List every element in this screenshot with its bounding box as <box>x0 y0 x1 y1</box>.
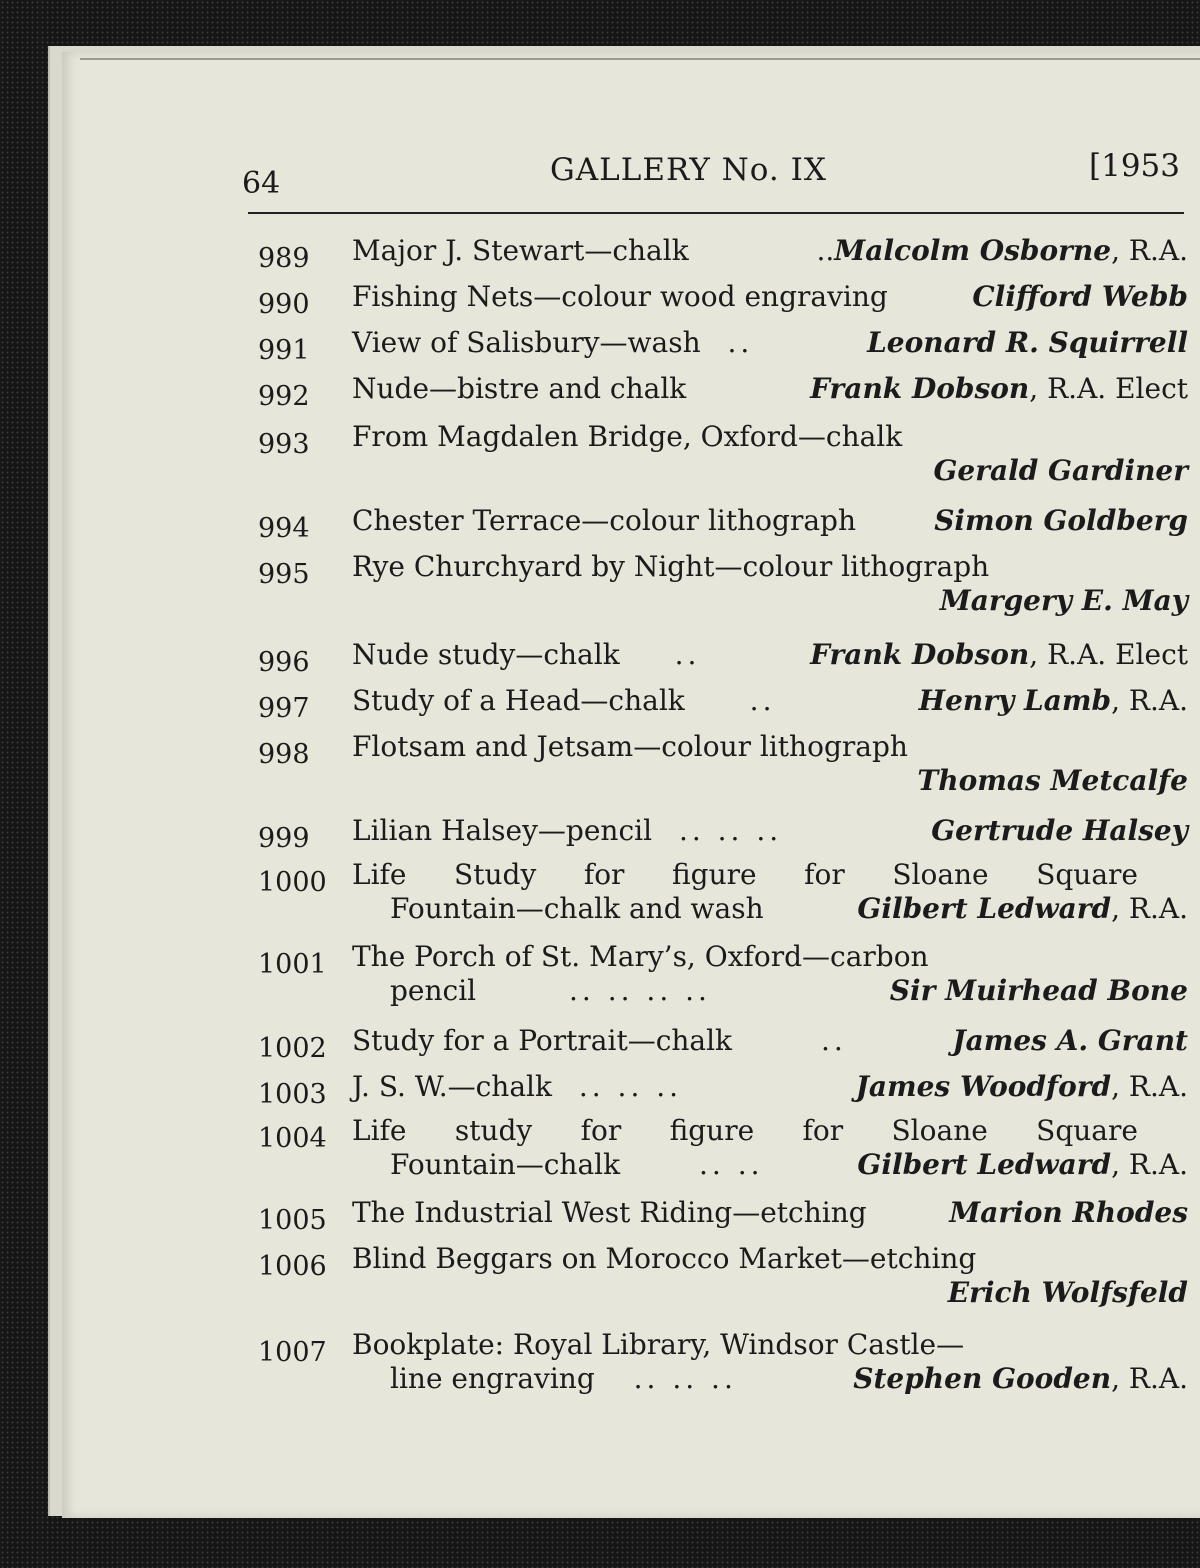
entry-title: Major J. Stewart—chalk <box>352 234 689 267</box>
artist-name: Malcolm Osborne <box>834 234 1112 267</box>
entry-number: 989 <box>258 243 310 274</box>
entry-line <box>352 942 1188 972</box>
entry-number: 1003 <box>258 1079 327 1110</box>
catalogue-entry <box>248 1330 1188 1400</box>
artist-name: James A. Grant <box>952 1024 1188 1057</box>
entry-title-cont: Fountain—chalk and wash <box>390 892 764 925</box>
entry-number: 994 <box>258 513 310 544</box>
entry-line <box>352 1116 1188 1146</box>
entry-number: 1000 <box>258 867 327 898</box>
title-word: study <box>454 1114 533 1147</box>
title-word: figure <box>672 858 757 891</box>
catalogue-page <box>62 52 1200 1518</box>
artist-name: Gerald Gardiner <box>933 454 1188 487</box>
entry-artist <box>810 374 1188 404</box>
entry-title: Fishing Nets—colour wood engraving <box>352 280 888 313</box>
artist-name: Henry Lamb <box>918 684 1112 717</box>
leader-dots: .. .. .. <box>678 814 783 847</box>
entry-number: 997 <box>258 693 310 724</box>
entry-number: 1004 <box>258 1123 327 1154</box>
artist-suffix: , R.A. Elect <box>1029 372 1188 405</box>
entry-artist <box>810 640 1188 670</box>
entry-line <box>390 894 1188 924</box>
entry-number: 1005 <box>258 1205 327 1236</box>
entry-number: 996 <box>258 647 310 678</box>
running-head <box>62 148 1200 202</box>
catalogue-entry <box>248 942 1188 1012</box>
entry-artist <box>816 236 1188 266</box>
title-word: Square <box>1036 1114 1138 1147</box>
entry-line <box>352 282 1188 312</box>
artist-name: Clifford Webb <box>972 280 1188 313</box>
entry-line <box>352 328 1188 358</box>
leader-dots: .. .. .. <box>633 1362 737 1395</box>
entry-title: Blind Beggars on Morocco Market—etching <box>352 1242 977 1275</box>
entry-number: 999 <box>258 823 310 854</box>
title-word: figure <box>669 1114 755 1147</box>
entry-line <box>352 640 1188 670</box>
entry-title: Nude study—chalk <box>352 638 620 671</box>
artist-suffix: , R.A. <box>1111 234 1188 267</box>
artist-name: Gilbert Ledward <box>857 892 1112 925</box>
artist-name: Thomas Metcalfe <box>917 764 1188 797</box>
entry-title: Rye Churchyard by Night—colour lithograph <box>352 550 990 583</box>
entry-number: 1006 <box>258 1251 327 1282</box>
entry-line <box>352 686 1188 716</box>
entry-title: J. S. W.—chalk <box>352 1070 552 1103</box>
entry-number: 998 <box>258 739 310 770</box>
artist-name: Gilbert Ledward <box>857 1148 1112 1181</box>
artist-suffix: , R.A. <box>1111 1070 1188 1103</box>
title-word: for <box>804 858 845 891</box>
entry-title: The Industrial West Riding—etching <box>352 1196 867 1229</box>
entry-title: Chester Terrace—colour lithograph <box>352 504 856 537</box>
catalogue-entry <box>248 860 1188 930</box>
entry-line <box>352 1330 1188 1360</box>
entry-title-cont: line engraving <box>390 1362 595 1395</box>
entry-line <box>352 374 1188 404</box>
catalogue-entry <box>248 732 1188 802</box>
entry-number: 1001 <box>258 949 327 980</box>
artist-name: Frank Dobson <box>810 638 1030 671</box>
top-rule <box>80 58 1200 60</box>
entry-line <box>352 1198 1188 1228</box>
entry-title-cont: Fountain—chalk <box>390 1148 621 1181</box>
artist-name: Simon Goldberg <box>934 504 1188 537</box>
entry-title: The Porch of St. Mary’s, Oxford—carbon <box>352 940 929 973</box>
entry-line <box>352 552 1188 582</box>
entry-title: Study for a Portrait—chalk <box>352 1024 733 1057</box>
entry-line <box>390 1364 1188 1394</box>
catalogue-entry <box>248 1116 1188 1186</box>
entry-number: 1007 <box>258 1337 327 1368</box>
title-word: Life <box>352 1114 407 1147</box>
leader-dots: .. <box>820 1024 847 1057</box>
entry-line <box>352 860 1188 890</box>
title-word: for <box>583 858 625 891</box>
leader-dots: .. .. .. .. <box>569 974 711 1007</box>
header-rule <box>248 212 1184 214</box>
gallery-title: GALLERY No. IX <box>550 152 827 188</box>
entry-line <box>352 1072 1188 1102</box>
artist-name: Sir Muirhead Bone <box>889 974 1188 1007</box>
title-word: Square <box>1036 858 1138 891</box>
entry-title: View of Salisbury—wash <box>352 326 701 359</box>
page-number: 64 <box>242 166 281 201</box>
entry-title-cont: pencil <box>390 974 477 1007</box>
entry-line <box>352 1244 1188 1274</box>
artist-suffix: , R.A. <box>1111 1148 1188 1181</box>
entry-artist <box>856 1072 1188 1102</box>
entry-line <box>352 506 1188 536</box>
entry-line <box>390 976 1188 1006</box>
artist-name: Gertrude Halsey <box>931 814 1188 847</box>
entry-number: 990 <box>258 289 310 320</box>
entry-number: 991 <box>258 335 310 366</box>
artist-name: Leonard R. Squirrell <box>867 326 1188 359</box>
leader-dots: .. .. .. <box>578 1070 683 1103</box>
leader-dots: .. <box>749 684 776 717</box>
artist-suffix: , R.A. <box>1111 892 1188 925</box>
artist-name: Frank Dobson <box>810 372 1030 405</box>
title-word: for <box>580 1114 622 1147</box>
entry-title: Bookplate: Royal Library, Windsor Castle— <box>352 1328 965 1361</box>
entry-title: From Magdalen Bridge, Oxford—chalk <box>352 420 903 453</box>
entry-line <box>390 1150 1188 1180</box>
artist-suffix: , R.A. Elect <box>1029 638 1188 671</box>
entry-title: Study of a Head—chalk <box>352 684 685 717</box>
title-word: for <box>802 1114 844 1147</box>
leader-dots: .. <box>816 234 835 267</box>
artist-name: Stephen Gooden <box>853 1362 1112 1395</box>
entry-title: Flotsam and Jetsam—colour lithograph <box>352 730 908 763</box>
entry-number: 995 <box>258 559 310 590</box>
entry-artist <box>853 1364 1188 1394</box>
entry-line <box>352 816 1188 846</box>
entry-line <box>352 1026 1188 1056</box>
title-word: Sloane <box>891 1114 988 1147</box>
leader-dots: .. <box>727 326 754 359</box>
artist-name: Margery E. May <box>939 584 1188 617</box>
artist-suffix: , R.A. <box>1111 1362 1188 1395</box>
artist-suffix: , R.A. <box>1111 684 1188 717</box>
leader-dots: .. .. <box>699 1148 764 1181</box>
entry-number: 993 <box>258 429 310 460</box>
entry-title: Lilian Halsey—pencil <box>352 814 653 847</box>
artist-name: James Woodford <box>855 1070 1112 1103</box>
entry-number: 992 <box>258 381 310 412</box>
catalogue-entry <box>248 1244 1188 1314</box>
entry-artist <box>857 894 1188 924</box>
entry-line <box>352 236 1188 266</box>
entry-number: 1002 <box>258 1033 327 1064</box>
year-label: [1953 <box>1089 148 1180 184</box>
entry-title: Nude—bistre and chalk <box>352 372 687 405</box>
artist-name: Marion Rhodes <box>949 1196 1188 1229</box>
title-word: Study <box>454 858 537 891</box>
catalogue-entry <box>248 422 1188 492</box>
entry-artist <box>857 1150 1188 1180</box>
leader-dots: .. <box>674 638 701 671</box>
catalogue-entry <box>248 552 1188 622</box>
artist-name: Erich Wolfsfeld <box>947 1276 1188 1309</box>
title-word: Life <box>352 858 407 891</box>
entry-artist <box>919 686 1188 716</box>
title-word: Sloane <box>892 858 989 891</box>
entry-line <box>352 732 1188 762</box>
entry-line <box>352 422 1188 452</box>
